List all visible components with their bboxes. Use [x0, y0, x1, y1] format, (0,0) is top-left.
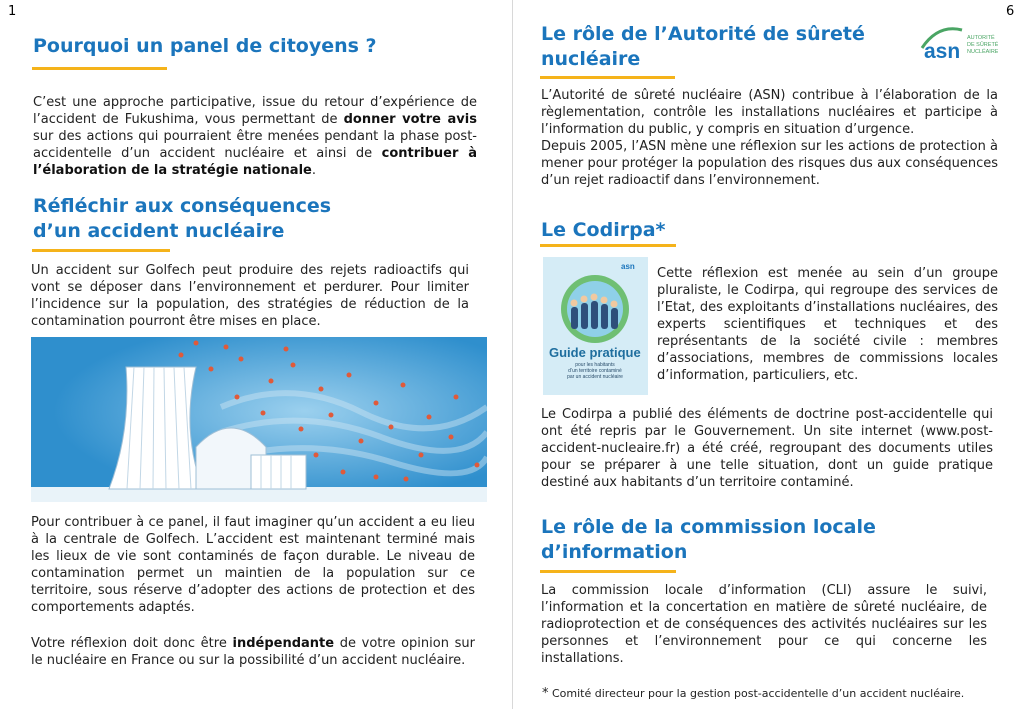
guide-pratique-cover — [543, 257, 648, 395]
page-number-right: 6 — [1006, 4, 1015, 19]
why-panel-paragraph: C’est une approche participative, issue du retour d’expérience de l’accident de Fukushima, vous permettant de donner votre avis sur des actions qui pourraient être menées pendant la phase post-accidentelle d’un accident nucléaire et ainsi de contribuer à l’élaboration de la stratégie nationale. — [33, 95, 477, 178]
asn-logo-line3: NUCLÉAIRE — [967, 49, 998, 55]
reflect-heading: Réfléchir aux conséquences d’un accident nucléaire — [33, 195, 332, 242]
cli-role-heading: Le rôle de la commission locale d’information — [541, 516, 876, 563]
asn-role-paragraph: L’Autorité de sûreté nucléaire (ASN) contribue à l’élaboration de la règlementation, contrôle les installations nucléaires et participe à l’information du public, y compris en situation d’urgence. Depuis 2005, l’ASN mène une réflexion sur les actions de protection à mener pour protéger la population des risques dus aux conséquences d’un rejet radioactif dans l’environnement. — [541, 88, 998, 188]
cli-role-paragraph: La commission locale d’information (CLI) assure le suivi, l’information et la concertation en matière de sûreté nucléaire, de radioprotection et de conséquences des activités nucléaires sur les personnes et l’environnement pour ce qui concerne les installations. — [541, 583, 987, 666]
guide-brand: asn — [621, 262, 635, 271]
guide-title: Guide pratique — [549, 345, 641, 360]
guide-subtitle-2: d’un territoire contaminé — [568, 368, 622, 374]
codirpa-paragraph-1: Cette réflexion est menée au sein d’un groupe pluraliste, le Codirpa, qui regroupe des services de l’Etat, des exploitants d’installations nucléaires, des experts scientifiques et techniques et des représentants de la société civile : membres d’associations, membres de commissions locales d’information, particuliers, etc. — [657, 266, 998, 383]
page-gutter — [512, 0, 513, 709]
heading-underline — [540, 244, 676, 247]
reflect-paragraph: Un accident sur Golfech peut produire des rejets radioactifs qui vont se déposer dans l’environnement et perdurer. Pour limiter l’incidence sur la population, des stratégies de réduction de la contamination pourront être mises en place. — [31, 263, 469, 329]
heading-underline — [32, 249, 170, 252]
footnote: * Comité directeur pour la gestion post-accidentelle d’un accident nucléaire. — [542, 686, 965, 701]
heading-underline — [32, 67, 167, 70]
page-number-left: 1 — [8, 4, 17, 19]
contribute-paragraph: Pour contribuer à ce panel, il faut imaginer qu’un accident a eu lieu à la centrale de Golfech. L’accident est maintenant terminé mais les lieux de vie sont contaminés de façon durable. Le niveau de contamination permet un maintien de la population sur ce territoire, sous réserve d’adopter des actions de protection et des comportements adaptés. — [31, 515, 475, 615]
asn-logo-line2: DE SÛRETÉ — [967, 42, 998, 48]
heading-underline — [540, 76, 675, 79]
asn-logo-line1: AUTORITÉ — [967, 35, 995, 41]
codirpa-heading: Le Codirpa* — [541, 219, 666, 241]
guide-subtitle-1: pour les habitants — [575, 362, 615, 368]
guide-subtitle-3: par un accident nucléaire — [567, 374, 623, 380]
heading-underline — [540, 570, 676, 573]
independence-paragraph: Votre réflexion doit donc être indépendante de votre opinion sur le nucléaire en France ou sur la possibilité d’un accident nucléaire. — [31, 636, 475, 668]
asn-role-heading: Le rôle de l’Autorité de sûreté nucléaire — [541, 23, 865, 70]
asn-logo — [918, 22, 998, 64]
codirpa-paragraph-2: Le Codirpa a publié des éléments de doctrine post-accidentelle qui ont été repris par le Gouvernement. Un site internet (www.post-accident-nucleaire.fr) a été créé, regroupant des documents utiles pour se préparer à une telle situation, dont un guide pratique destiné aux habitants d’un territoire contaminé. — [541, 407, 993, 490]
asn-logo-letters: asn — [924, 40, 961, 63]
nuclear-plant-illustration — [31, 337, 487, 502]
why-panel-heading: Pourquoi un panel de citoyens ? — [33, 35, 377, 57]
